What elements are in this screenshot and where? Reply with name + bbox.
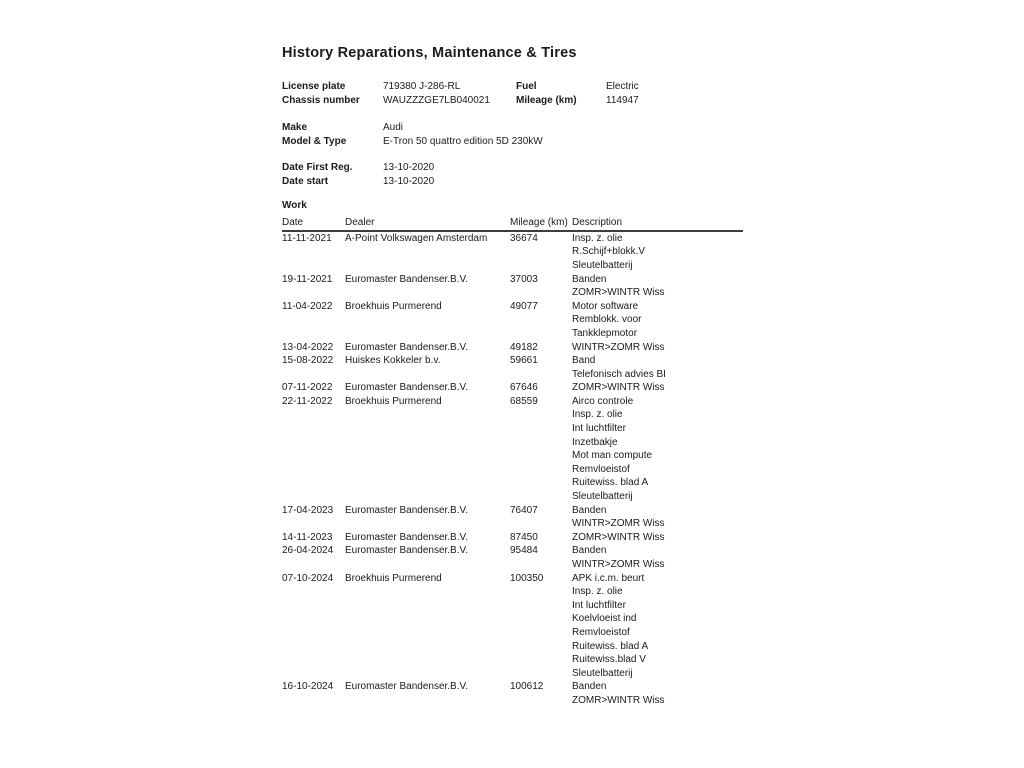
work-row-descriptions xyxy=(572,354,743,381)
work-row-mileage: 100612 xyxy=(510,681,544,693)
work-row-dealer: Euromaster Bandenser.B.V. xyxy=(345,545,469,557)
work-row-date: 26-04-2024 xyxy=(282,545,334,557)
description-line: ZOMR>WINTR Wiss xyxy=(572,531,665,543)
work-row-dealer: Euromaster Bandenser.B.V. xyxy=(345,681,469,693)
chassis-number-label: Chassis number xyxy=(282,94,360,106)
description-line: Motor software xyxy=(572,300,639,312)
work-row-descriptions xyxy=(572,273,743,300)
description-line: Banden xyxy=(572,273,607,285)
work-table-row xyxy=(282,231,743,273)
work-row-descriptions xyxy=(572,531,743,545)
work-table-row xyxy=(282,572,743,681)
description-line: Insp. z. olie xyxy=(572,409,623,421)
description-line: R.Schijf+blokk.V xyxy=(572,246,646,258)
work-row-mileage: 59661 xyxy=(510,355,538,367)
description-line: WINTR>ZOMR Wiss xyxy=(572,559,665,570)
work-row-date: 22-11-2022 xyxy=(282,395,333,407)
chassis-number-value: WAUZZZGE7LB040021 xyxy=(383,94,490,106)
vehicle-info-grid xyxy=(282,80,743,107)
date-start-label: Date start xyxy=(282,175,329,187)
work-row-descriptions xyxy=(572,572,743,681)
work-row-descriptions xyxy=(572,300,743,341)
work-table-body xyxy=(282,231,743,708)
work-row-descriptions xyxy=(572,680,743,707)
description-line: Ruitewiss. blad A xyxy=(572,477,649,489)
work-table-row xyxy=(282,680,743,707)
description-line: Banden xyxy=(572,545,607,557)
description-line: Banden xyxy=(572,681,607,693)
work-row-mileage: 76407 xyxy=(510,504,538,516)
license-plate-label: License plate xyxy=(282,81,346,92)
work-row-dealer: Huiskes Kokkeler b.v. xyxy=(345,355,441,367)
work-row-mileage: 95484 xyxy=(510,545,538,557)
work-row-date: 16-10-2024 xyxy=(282,681,334,693)
work-table-row xyxy=(282,381,743,395)
description-line: Remvloeistof xyxy=(572,463,630,475)
description-line: Ruitewiss. blad A xyxy=(572,640,649,652)
description-line: WINTR>ZOMR Wiss xyxy=(572,518,665,530)
work-row-dealer: Euromaster Bandenser.B.V. xyxy=(345,382,469,394)
work-row-dealer: Broekhuis Purmerend xyxy=(345,572,442,584)
work-table-row xyxy=(282,395,743,504)
work-row-date: 14-11-2023 xyxy=(282,531,333,543)
work-row-dealer: A-Point Volkswagen Amsterdam xyxy=(345,232,488,244)
work-row-mileage: 67646 xyxy=(510,382,538,394)
work-row-date: 15-08-2022 xyxy=(282,355,334,367)
work-col-mileage: Mileage (km) xyxy=(510,216,572,231)
description-line: Airco controle xyxy=(572,395,634,407)
model-type-value: E-Tron 50 quattro edition 5D 230kW xyxy=(383,135,543,147)
description-line: Telefonisch advies BI xyxy=(572,368,666,380)
date-start-value: 13-10-2020 xyxy=(383,175,435,187)
description-line: Inzetbakje xyxy=(572,436,618,448)
work-table-header xyxy=(282,216,743,231)
mileage-label: Mileage (km) xyxy=(516,94,577,106)
work-col-dealer: Dealer xyxy=(345,216,510,231)
description-line: Sleutelbatterij xyxy=(572,667,633,679)
work-row-mileage: 37003 xyxy=(510,273,538,285)
work-row-dealer: Broekhuis Purmerend xyxy=(345,395,442,407)
description-line: Band xyxy=(572,355,596,367)
work-row-descriptions xyxy=(572,341,743,355)
work-row-date: 11-04-2022 xyxy=(282,300,333,312)
description-line: ZOMR>WINTR Wiss xyxy=(572,382,665,394)
description-line: Int luchtfilter xyxy=(572,423,626,435)
description-line: Ruitewiss.blad V xyxy=(572,654,646,666)
fuel-label: Fuel xyxy=(516,81,537,92)
license-plate-value: 719380 J-286-RL xyxy=(383,81,461,92)
work-row-dealer: Euromaster Bandenser.B.V. xyxy=(345,341,469,353)
description-line: Sleutelbatterij xyxy=(572,259,633,271)
work-row-date: 07-11-2022 xyxy=(282,382,333,394)
report-content xyxy=(282,44,743,708)
work-table-row xyxy=(282,354,743,381)
description-line: Banden xyxy=(572,504,607,516)
work-col-description: Description xyxy=(572,216,743,231)
work-table-row xyxy=(282,544,743,571)
work-table-row xyxy=(282,273,743,300)
description-line: ZOMR>WINTR Wiss xyxy=(572,694,665,706)
work-col-date: Date xyxy=(282,216,345,231)
work-row-mileage: 49182 xyxy=(510,341,538,353)
work-row-descriptions xyxy=(572,231,743,273)
work-row-dealer: Euromaster Bandenser.B.V. xyxy=(345,273,469,285)
fuel-value: Electric xyxy=(606,81,639,92)
work-section-label: Work xyxy=(282,199,307,211)
work-row-descriptions xyxy=(572,381,743,395)
make-model-grid xyxy=(282,121,743,148)
work-row-date: 17-04-2023 xyxy=(282,504,334,516)
description-line: Insp. z. olie xyxy=(572,232,623,244)
work-row-dealer: Euromaster Bandenser.B.V. xyxy=(345,504,469,516)
work-row-dealer: Euromaster Bandenser.B.V. xyxy=(345,531,469,543)
date-first-reg-value: 13-10-2020 xyxy=(383,162,435,174)
work-table-row xyxy=(282,341,743,355)
make-value: Audi xyxy=(383,122,404,134)
description-line: ZOMR>WINTR Wiss xyxy=(572,287,665,299)
work-row-descriptions xyxy=(572,395,743,504)
description-line: Sleutelbatterij xyxy=(572,491,633,503)
work-row-descriptions xyxy=(572,544,743,571)
model-type-label: Model & Type xyxy=(282,135,347,147)
work-row-mileage: 87450 xyxy=(510,531,538,543)
work-table-row xyxy=(282,300,743,341)
description-line: Remblokk. voor xyxy=(572,314,642,326)
work-row-date: 11-11-2021 xyxy=(282,232,332,244)
description-line: Int luchtfilter xyxy=(572,599,626,611)
work-table-row xyxy=(282,531,743,545)
work-row-mileage: 36674 xyxy=(510,232,538,244)
work-row-mileage: 100350 xyxy=(510,572,544,584)
work-table-row xyxy=(282,504,743,531)
description-line: WINTR>ZOMR Wiss xyxy=(572,341,665,353)
work-row-descriptions xyxy=(572,504,743,531)
description-line: Insp. z. olie xyxy=(572,586,623,598)
description-line: Mot man compute xyxy=(572,450,653,462)
mileage-value: 114947 xyxy=(606,94,639,106)
registration-dates-grid xyxy=(282,161,743,188)
date-first-reg-label: Date First Reg. xyxy=(282,162,353,174)
work-row-mileage: 49077 xyxy=(510,300,538,312)
description-line: APK i.c.m. beurt xyxy=(572,572,645,584)
work-row-date: 13-04-2022 xyxy=(282,341,334,353)
description-line: Tankklepmotor xyxy=(572,327,638,339)
work-row-dealer: Broekhuis Purmerend xyxy=(345,300,442,312)
work-row-date: 07-10-2024 xyxy=(282,572,334,584)
work-table xyxy=(282,216,743,707)
description-line: Remvloeistof xyxy=(572,626,630,638)
description-line: Koelvloeist ind xyxy=(572,613,637,625)
page-title: History Reparations, Maintenance & Tires xyxy=(282,45,577,61)
work-row-date: 19-11-2021 xyxy=(282,273,333,285)
work-row-mileage: 68559 xyxy=(510,395,538,407)
make-label: Make xyxy=(282,122,308,134)
